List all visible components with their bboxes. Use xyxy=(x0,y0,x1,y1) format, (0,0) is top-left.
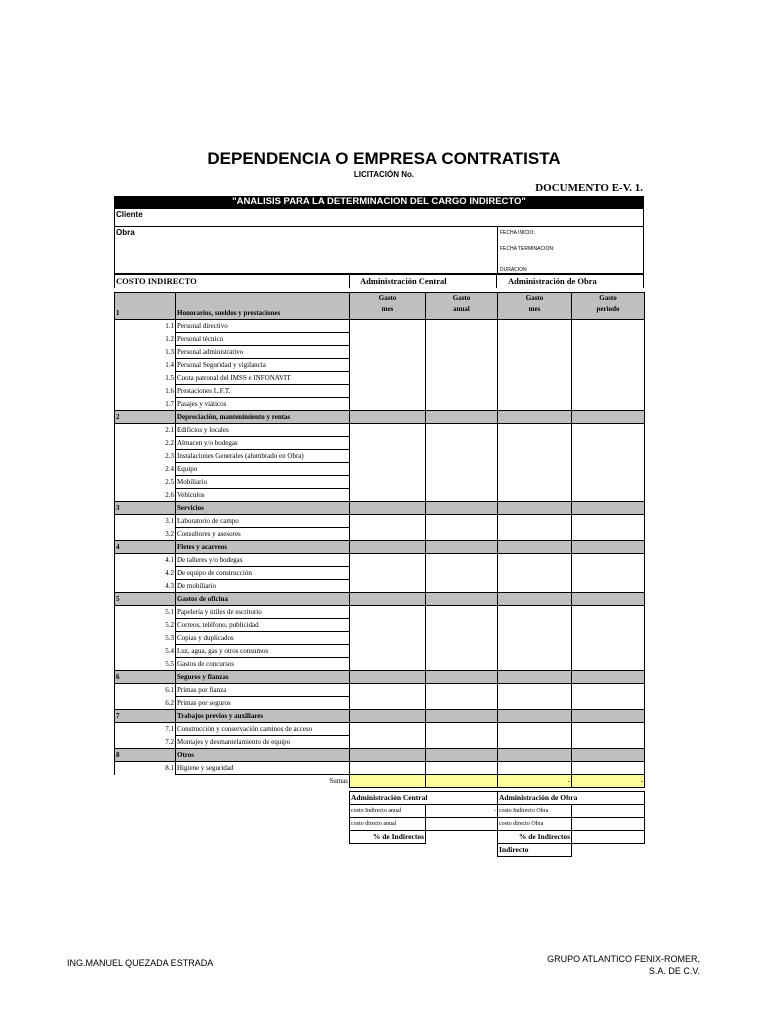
item-number: 1.1 xyxy=(115,320,176,333)
item-value-cell xyxy=(426,489,498,502)
item-value-cell xyxy=(572,580,645,593)
costo-directo-obra-value xyxy=(572,818,645,831)
item-row xyxy=(115,723,645,736)
item-value-cell xyxy=(350,762,426,775)
item-number: 5.3 xyxy=(115,632,176,645)
item-value-cell xyxy=(498,697,572,710)
item-row xyxy=(115,476,645,489)
item-value-cell xyxy=(498,333,572,346)
item-value-cell xyxy=(350,632,426,645)
item-label: Primas por fianza xyxy=(176,684,350,697)
section-row xyxy=(115,541,645,554)
sumas-obra-periodo: - xyxy=(572,775,645,788)
section-value-cell xyxy=(426,541,498,554)
item-value-cell xyxy=(426,372,498,385)
item-value-cell xyxy=(572,437,645,450)
item-row xyxy=(115,658,645,671)
item-number: 3.2 xyxy=(115,528,176,541)
header-section-title: Honorarios, sueldos y prestaciones xyxy=(176,293,350,320)
section-value-cell xyxy=(350,411,426,424)
item-label: De equipo de construcción xyxy=(176,567,350,580)
section-value-cell xyxy=(572,710,645,723)
section-value-cell xyxy=(498,593,572,606)
item-value-cell xyxy=(572,619,645,632)
indirecto-value xyxy=(572,844,645,857)
item-number: 1.3 xyxy=(115,346,176,359)
item-value-cell xyxy=(572,723,645,736)
item-value-cell xyxy=(426,645,498,658)
section-row xyxy=(115,593,645,606)
sumas-central-anual xyxy=(426,775,498,788)
item-number: 8.1 xyxy=(115,762,176,775)
section-row xyxy=(115,502,645,515)
item-value-cell xyxy=(350,372,426,385)
item-value-cell xyxy=(572,736,645,749)
item-row xyxy=(115,385,645,398)
item-row xyxy=(115,554,645,567)
item-label: Construcción y conservación caminos de acceso xyxy=(176,723,350,736)
item-value-cell xyxy=(498,554,572,567)
item-label: Laboratorio de campo xyxy=(176,515,350,528)
item-label: Prestaciones L.F.T. xyxy=(176,385,350,398)
item-label: Luz, agua, gas y otros consumos xyxy=(176,645,350,658)
item-value-cell xyxy=(350,528,426,541)
section-value-cell xyxy=(350,749,426,762)
section-value-cell xyxy=(498,411,572,424)
item-number: 5.5 xyxy=(115,658,176,671)
item-value-cell xyxy=(498,606,572,619)
item-value-cell xyxy=(572,424,645,437)
costo-indirecto-obra-value xyxy=(572,805,645,818)
item-label: De mobiliario xyxy=(176,580,350,593)
item-label: Personal técnico xyxy=(176,333,350,346)
item-value-cell xyxy=(498,736,572,749)
pct-indirectos-obra-label: % de Indirectos xyxy=(498,831,572,844)
costo-indirecto-label: COSTO INDIRECTO xyxy=(116,276,197,286)
sumas-label: Sumas xyxy=(176,775,350,788)
item-value-cell xyxy=(498,619,572,632)
item-number: 2.2 xyxy=(115,437,176,450)
item-value-cell xyxy=(426,528,498,541)
section-value-cell xyxy=(498,502,572,515)
costo-indirecto-anual-value: - xyxy=(426,805,498,818)
item-value-cell xyxy=(572,463,645,476)
col-gasto-mes-obra: Gasto mes xyxy=(498,293,572,320)
item-value-cell xyxy=(426,450,498,463)
signature-engineer: ING.MANUEL QUEZADA ESTRADA xyxy=(67,958,214,968)
item-row xyxy=(115,398,645,411)
section-title: Depreciación, mantenimiento y rentas xyxy=(176,411,350,424)
item-value-cell xyxy=(498,424,572,437)
item-value-cell xyxy=(350,580,426,593)
summary-obra-title: Administración de Obra xyxy=(498,792,645,805)
item-number: 3.1 xyxy=(115,515,176,528)
item-value-cell xyxy=(350,684,426,697)
section-value-cell xyxy=(426,593,498,606)
item-label: Equipo xyxy=(176,463,350,476)
col-gasto-mes: Gasto mes xyxy=(350,293,426,320)
section-value-cell xyxy=(426,671,498,684)
licitacion-label: LICITACIÓN No. xyxy=(353,170,415,179)
item-number: 2.1 xyxy=(115,424,176,437)
section-title: Gastos de oficina xyxy=(176,593,350,606)
section-value-cell xyxy=(426,502,498,515)
item-value-cell xyxy=(426,359,498,372)
item-value-cell xyxy=(572,385,645,398)
sumas-obra-mes: - xyxy=(498,775,572,788)
item-value-cell xyxy=(572,320,645,333)
item-number: 5.4 xyxy=(115,645,176,658)
item-value-cell xyxy=(426,476,498,489)
section-value-cell xyxy=(350,541,426,554)
item-value-cell xyxy=(350,398,426,411)
item-value-cell xyxy=(572,697,645,710)
item-value-cell xyxy=(572,658,645,671)
item-value-cell xyxy=(498,450,572,463)
company-name-line1: GRUPO ATLANTICO FENIX-ROMER, xyxy=(547,954,700,964)
item-row xyxy=(115,359,645,372)
item-value-cell xyxy=(350,385,426,398)
item-value-cell xyxy=(498,580,572,593)
item-label: Gastos de concursos xyxy=(176,658,350,671)
item-row xyxy=(115,619,645,632)
item-number: 4.3 xyxy=(115,580,176,593)
item-number: 6.2 xyxy=(115,697,176,710)
item-number: 2.3 xyxy=(115,450,176,463)
section-value-cell xyxy=(498,710,572,723)
item-row xyxy=(115,567,645,580)
item-value-cell xyxy=(350,489,426,502)
item-value-cell xyxy=(498,658,572,671)
item-value-cell xyxy=(572,333,645,346)
section-value-cell xyxy=(426,710,498,723)
item-value-cell xyxy=(572,372,645,385)
item-value-cell xyxy=(572,528,645,541)
item-value-cell xyxy=(350,723,426,736)
item-label: Papelería y útiles de escritorio xyxy=(176,606,350,619)
item-value-cell xyxy=(426,723,498,736)
item-value-cell xyxy=(350,606,426,619)
admin-central-label: Administración Central xyxy=(360,276,447,286)
section-value-cell xyxy=(350,671,426,684)
item-label: Personal administrativo xyxy=(176,346,350,359)
item-row xyxy=(115,489,645,502)
item-value-cell xyxy=(426,424,498,437)
item-row xyxy=(115,528,645,541)
section-row xyxy=(115,710,645,723)
item-label: Personal directivo xyxy=(176,320,350,333)
section-value-cell xyxy=(350,593,426,606)
item-value-cell xyxy=(426,333,498,346)
item-number: 1.7 xyxy=(115,398,176,411)
item-value-cell xyxy=(498,320,572,333)
section-number: 2 xyxy=(115,411,176,424)
item-row xyxy=(115,580,645,593)
item-value-cell xyxy=(350,619,426,632)
item-row xyxy=(115,333,645,346)
section-row xyxy=(115,411,645,424)
item-value-cell xyxy=(572,346,645,359)
costo-indirecto-anual-label: costo Indirecto anual xyxy=(350,805,426,818)
item-value-cell xyxy=(572,515,645,528)
section-value-cell xyxy=(572,541,645,554)
item-value-cell xyxy=(350,437,426,450)
item-row xyxy=(115,645,645,658)
section-value-cell xyxy=(426,411,498,424)
item-value-cell xyxy=(426,762,498,775)
item-row xyxy=(115,762,645,775)
costo-directo-obra-label: costo directo Obra xyxy=(498,818,572,831)
item-value-cell xyxy=(426,736,498,749)
section-title: Trabajos previos y auxiliares xyxy=(176,710,350,723)
client-label: Cliente xyxy=(116,210,143,219)
item-number: 4.1 xyxy=(115,554,176,567)
item-value-cell xyxy=(426,463,498,476)
client-box xyxy=(114,208,644,227)
section-number: 4 xyxy=(115,541,176,554)
item-value-cell xyxy=(426,515,498,528)
item-value-cell xyxy=(426,619,498,632)
item-value-cell xyxy=(426,567,498,580)
item-label: Consultores y asesores xyxy=(176,528,350,541)
item-number: 7.1 xyxy=(115,723,176,736)
item-number: 1.2 xyxy=(115,333,176,346)
item-value-cell xyxy=(350,697,426,710)
item-number: 2.6 xyxy=(115,489,176,502)
item-value-cell xyxy=(426,658,498,671)
fecha-inicio-label: FECHA INICIO: xyxy=(500,230,535,236)
section-number: 8 xyxy=(115,749,176,762)
duracion-label: DURACION xyxy=(500,267,527,273)
item-value-cell xyxy=(572,359,645,372)
section-value-cell xyxy=(498,749,572,762)
item-label: Pasajes y viáticos xyxy=(176,398,350,411)
item-row xyxy=(115,450,645,463)
item-value-cell xyxy=(498,723,572,736)
item-value-cell xyxy=(572,645,645,658)
item-value-cell xyxy=(572,489,645,502)
item-value-cell xyxy=(350,645,426,658)
section-number: 6 xyxy=(115,671,176,684)
section-row xyxy=(115,749,645,762)
item-row xyxy=(115,437,645,450)
item-value-cell xyxy=(426,554,498,567)
item-label: Primas por seguros xyxy=(176,697,350,710)
item-value-cell xyxy=(498,385,572,398)
item-label: Montajes y desmantelamiento de equipo xyxy=(176,736,350,749)
item-value-cell xyxy=(572,450,645,463)
item-value-cell xyxy=(426,632,498,645)
item-value-cell xyxy=(498,632,572,645)
section-value-cell xyxy=(572,593,645,606)
item-value-cell xyxy=(426,385,498,398)
item-value-cell xyxy=(426,606,498,619)
item-value-cell xyxy=(498,684,572,697)
col-gasto-anual: Gasto anual xyxy=(426,293,498,320)
item-number: 2.5 xyxy=(115,476,176,489)
item-value-cell xyxy=(498,567,572,580)
item-label: Vehículos xyxy=(176,489,350,502)
section-value-cell xyxy=(572,749,645,762)
item-value-cell xyxy=(350,658,426,671)
item-label: Cuota patronal del IMSS e INFONAVIT xyxy=(176,372,350,385)
costo-indirecto-obra-label: costo Indirecto Obra xyxy=(498,805,572,818)
item-value-cell xyxy=(426,684,498,697)
item-value-cell xyxy=(350,333,426,346)
item-number: 7.2 xyxy=(115,736,176,749)
item-value-cell xyxy=(572,554,645,567)
item-value-cell xyxy=(572,684,645,697)
pct-indirectos-central-label: % de Indirectos xyxy=(350,831,426,844)
item-number: 5.1 xyxy=(115,606,176,619)
item-value-cell xyxy=(498,515,572,528)
item-number: 5.2 xyxy=(115,619,176,632)
item-row xyxy=(115,372,645,385)
item-value-cell xyxy=(426,697,498,710)
indirecto-label: Indirecto xyxy=(498,844,572,857)
item-row xyxy=(115,697,645,710)
section-value-cell xyxy=(498,541,572,554)
item-value-cell xyxy=(498,463,572,476)
item-number: 6.1 xyxy=(115,684,176,697)
item-value-cell xyxy=(498,398,572,411)
col-gasto-periodo: Gasto periodo xyxy=(572,293,645,320)
item-row xyxy=(115,424,645,437)
summary-obra-table xyxy=(497,791,645,857)
item-value-cell xyxy=(572,398,645,411)
company-name-line2: S.A. DE C.V. xyxy=(648,966,700,976)
section-title: Servicios xyxy=(176,502,350,515)
item-row xyxy=(115,632,645,645)
item-value-cell xyxy=(350,463,426,476)
section-value-cell xyxy=(572,671,645,684)
item-value-cell xyxy=(426,346,498,359)
section-value-cell xyxy=(350,710,426,723)
item-value-cell xyxy=(572,567,645,580)
sumas-row xyxy=(115,775,645,788)
cost-table xyxy=(114,292,645,788)
item-value-cell xyxy=(350,567,426,580)
section-value-cell xyxy=(572,411,645,424)
item-number: 2.4 xyxy=(115,463,176,476)
item-value-cell xyxy=(498,762,572,775)
section-value-cell xyxy=(350,502,426,515)
item-label: Correos, teléfono, publicidad xyxy=(176,619,350,632)
item-label: Copias y duplicados xyxy=(176,632,350,645)
item-row xyxy=(115,515,645,528)
item-number: 4.2 xyxy=(115,567,176,580)
column-header-row xyxy=(115,293,645,320)
item-value-cell xyxy=(350,736,426,749)
item-label: Higiene y seguridad xyxy=(176,762,350,775)
item-value-cell xyxy=(498,359,572,372)
item-value-cell xyxy=(350,320,426,333)
item-value-cell xyxy=(498,528,572,541)
section-value-cell xyxy=(426,749,498,762)
summary-central-title: Administración Central xyxy=(350,792,498,805)
item-value-cell xyxy=(572,632,645,645)
section-title: Fletes y acarreos xyxy=(176,541,350,554)
item-value-cell xyxy=(498,372,572,385)
item-label: Instalaciones Generales (alumbrado en Obra) xyxy=(176,450,350,463)
item-row xyxy=(115,736,645,749)
item-number: 1.5 xyxy=(115,372,176,385)
item-value-cell xyxy=(572,606,645,619)
item-row xyxy=(115,463,645,476)
section-number: 5 xyxy=(115,593,176,606)
item-number: 1.4 xyxy=(115,359,176,372)
item-value-cell xyxy=(350,554,426,567)
item-label: De talleres y/o bodegas xyxy=(176,554,350,567)
item-label: Mobiliario xyxy=(176,476,350,489)
item-value-cell xyxy=(350,346,426,359)
signature-company xyxy=(547,953,700,977)
company-title: DEPENDENCIA O EMPRESA CONTRATISTA xyxy=(207,149,561,168)
item-value-cell xyxy=(350,450,426,463)
item-number: 1.6 xyxy=(115,385,176,398)
obra-label: Obra xyxy=(116,228,135,237)
item-value-cell xyxy=(498,645,572,658)
item-value-cell xyxy=(426,320,498,333)
item-value-cell xyxy=(350,476,426,489)
costo-directo-anual-value xyxy=(426,818,498,831)
fecha-terminacion-label: FECHA TERMINACION: xyxy=(500,246,555,252)
item-value-cell xyxy=(350,515,426,528)
section-number: 7 xyxy=(115,710,176,723)
summary-central-table xyxy=(349,791,498,844)
document-number: DOCUMENTO E-V. 1. xyxy=(535,182,643,194)
admin-obra-label: Administración de Obra xyxy=(508,276,597,286)
costo-directo-anual-label: costo directo anual xyxy=(350,818,426,831)
item-value-cell xyxy=(572,762,645,775)
item-value-cell xyxy=(426,398,498,411)
sumas-central-mes xyxy=(350,775,426,788)
section-number: 3 xyxy=(115,502,176,515)
section-value-cell xyxy=(498,671,572,684)
item-value-cell xyxy=(350,424,426,437)
item-value-cell xyxy=(572,476,645,489)
analysis-banner: "ANALISIS PARA LA DETERMINACION DEL CARGO INDIRECTO" xyxy=(114,196,644,208)
item-value-cell xyxy=(350,359,426,372)
item-value-cell xyxy=(498,476,572,489)
item-row xyxy=(115,320,645,333)
item-row xyxy=(115,684,645,697)
item-label: Edificios y locales xyxy=(176,424,350,437)
item-value-cell xyxy=(498,437,572,450)
pct-indirectos-central-value xyxy=(426,831,498,844)
section-value-cell xyxy=(572,502,645,515)
header-num-cell: 1 xyxy=(115,293,176,320)
section-row xyxy=(115,671,645,684)
sumas-spacer xyxy=(115,775,176,788)
item-row xyxy=(115,346,645,359)
item-value-cell xyxy=(498,489,572,502)
section-title: Seguros y fianzas xyxy=(176,671,350,684)
item-label: Personal Seguridad y vigilancia xyxy=(176,359,350,372)
item-row xyxy=(115,606,645,619)
item-value-cell xyxy=(426,580,498,593)
item-value-cell xyxy=(498,346,572,359)
section-title: Otros xyxy=(176,749,350,762)
item-value-cell xyxy=(426,437,498,450)
pct-indirectos-obra-value xyxy=(572,831,645,844)
item-label: Almacen y/o bodegas xyxy=(176,437,350,450)
